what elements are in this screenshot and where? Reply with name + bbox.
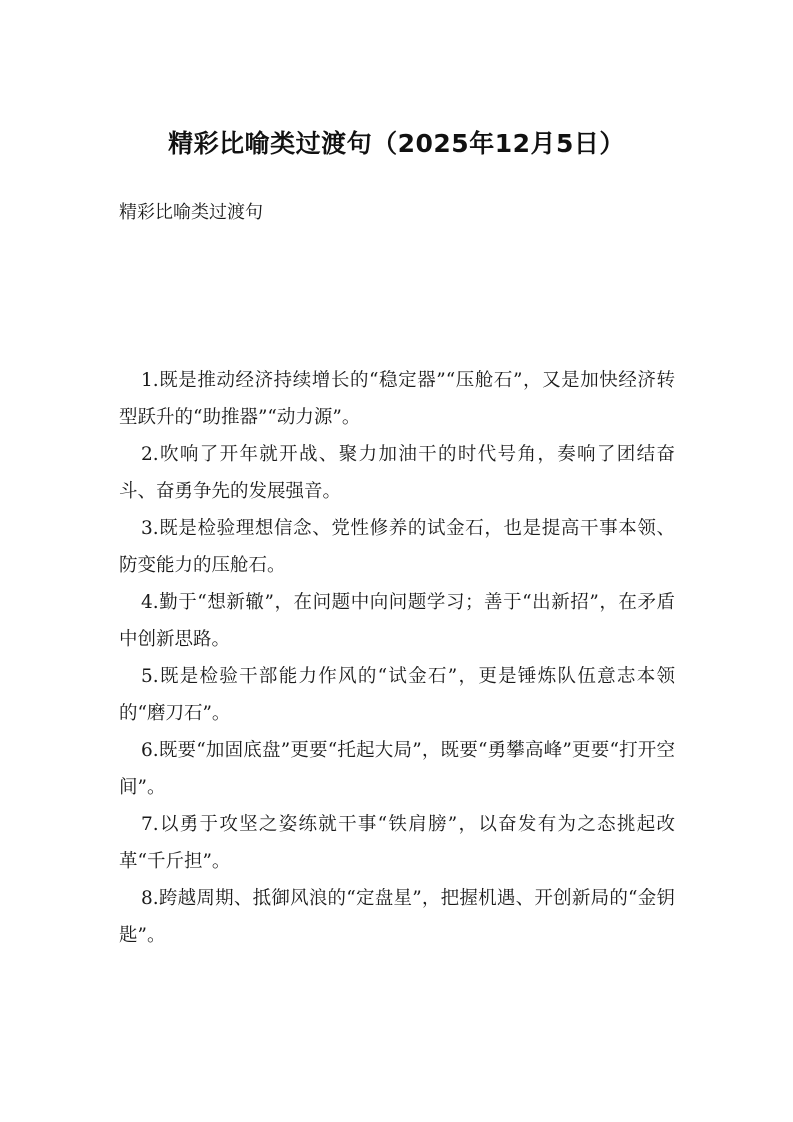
document-subtitle: 精彩比喻类过渡句 (119, 202, 263, 223)
document-title: 精彩比喻类过渡句（2025年12月5日） (168, 129, 625, 158)
list-item: 5.既是检验干部能力作风的“试金石”，更是锤炼队伍意志本领的“磨刀石”。 (119, 666, 675, 724)
transition-sentence-list (119, 362, 675, 954)
list-item: 8.跨越周期、抵御风浪的“定盘星”，把握机遇、开创新局的“金钥匙”。 (119, 888, 675, 946)
list-item: 4.勤于“想新辙”，在问题中向问题学习；善于“出新招”，在矛盾中创新思路。 (119, 592, 675, 650)
list-item: 3.既是检验理想信念、党性修养的试金石，也是提高干事本领、防变能力的压舱石。 (119, 518, 675, 576)
list-item: 1.既是推动经济持续增长的“稳定器”“压舱石”，又是加快经济转型跃升的“助推器”“动力源”。 (119, 370, 675, 428)
list-item: 7.以勇于攻坚之姿练就干事“铁肩膀”，以奋发有为之态挑起改革“千斤担”。 (119, 814, 675, 872)
list-item: 2.吹响了开年就开战、聚力加油干的时代号角，奏响了团结奋斗、奋勇争先的发展强音。 (119, 444, 675, 502)
list-item: 6.既要“加固底盘”更要“托起大局”，既要“勇攀高峰”更要“打开空间”。 (119, 740, 675, 798)
